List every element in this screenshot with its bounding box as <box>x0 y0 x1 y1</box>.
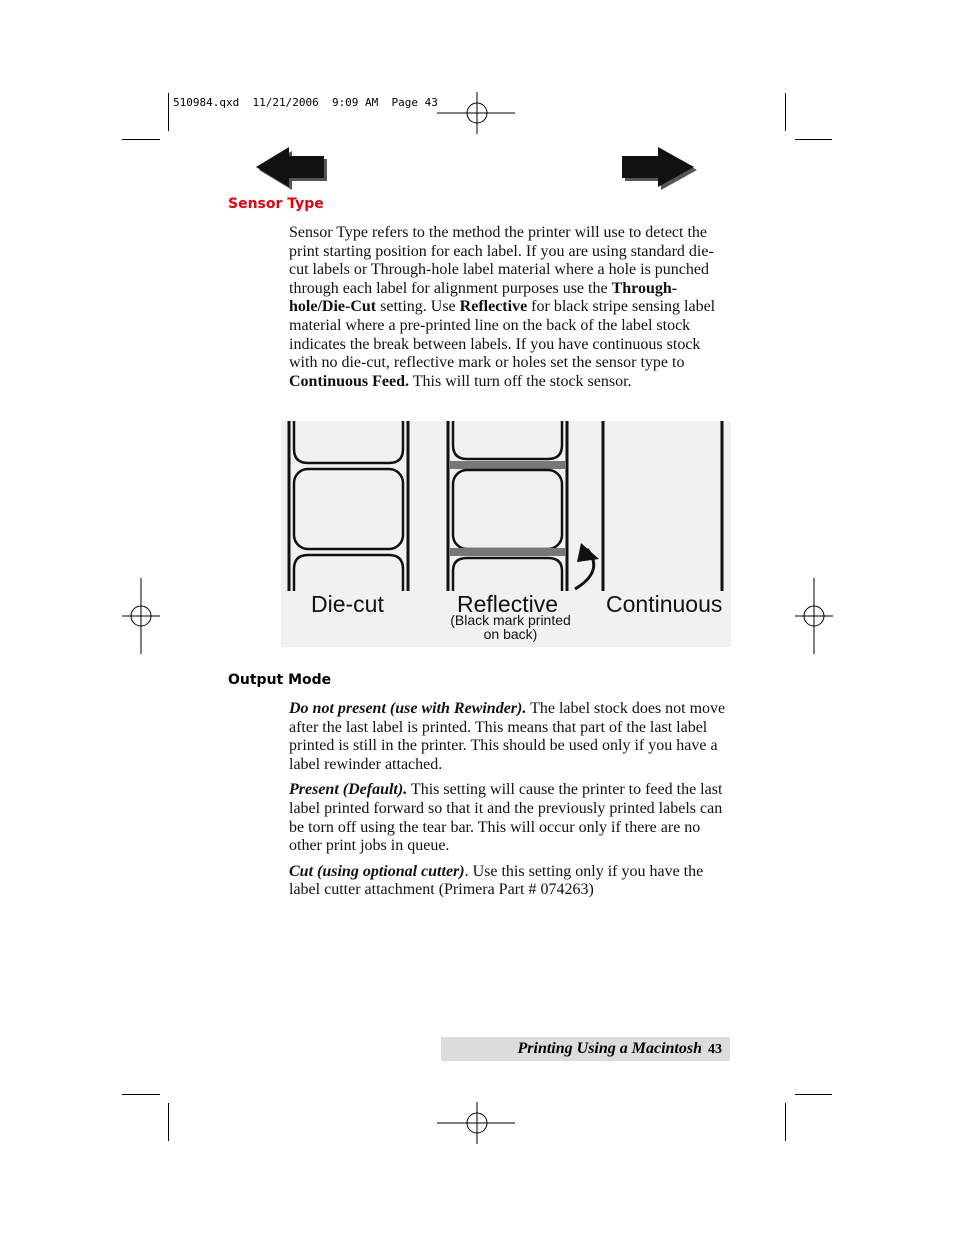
sensor-type-heading: Sensor Type <box>228 196 324 212</box>
reflective-label: Reflective <box>457 591 558 617</box>
output-mode-heading: Output Mode <box>228 672 332 688</box>
sensor-type-figure <box>281 421 731 647</box>
black-mark-note: (Black mark printed on back) <box>450 612 571 642</box>
sensor-type-paragraph: Sensor Type refers to the method the printer will use to detect the print starting position for each label. If you are using standard die-cut labels or Through-hole label material where a hole is punched through each label for alignment purposes use the Through-hole/Die-Cut setting. Use Reflective for black stripe sensing label material where a pre-printed line on the back of the label stock indicates the break between labels. If you have continuous stock with no die-cut, reflective mark or holes set the sensor type to Continuous Feed. This will turn off the stock sensor. <box>289 224 716 390</box>
registration-mark-bottom <box>437 1098 517 1148</box>
back-arrow-button[interactable] <box>254 145 328 193</box>
left-arrow-icon <box>256 147 327 190</box>
registration-mark-right <box>793 578 835 656</box>
output-option-cut: Cut (using optional cutter). Use this setting only if you have the label cutter attachment (Primera Part # 074263) <box>289 862 704 899</box>
registration-mark-top <box>437 88 517 138</box>
page-footer <box>441 1037 730 1061</box>
footer-section-title: Printing Using a Macintosh <box>517 1040 702 1057</box>
output-mode-section <box>289 700 729 907</box>
forward-arrow-button[interactable] <box>620 145 700 193</box>
continuous-label: Continuous <box>606 591 723 617</box>
reflective-setting: Reflective <box>459 298 528 316</box>
output-option-present: Present (Default). This setting will cause the printer to feed the last label printed forward so that it and the previously printed labels can be torn off using the tear bar. This will occur only if there are no other print jobs in queue. <box>289 781 723 855</box>
continuous-feed-setting: Continuous Feed. <box>289 372 410 390</box>
print-slug: 510984.qxd 11/21/2006 9:09 AM Page 43 <box>173 96 438 109</box>
output-option-do-not-present: Do not present (use with Rewinder). The label stock does not move after the last label is printed. This means that part of the last label printed is still in the printer. This should be used only if you have a label rewinder attached. <box>289 700 726 773</box>
registration-mark-left <box>120 578 162 656</box>
through-hole-setting: Through-hole/Die-Cut <box>289 279 678 316</box>
die-cut-label: Die-cut <box>311 591 384 617</box>
right-arrow-icon <box>622 147 697 190</box>
page-number: 43 <box>708 1042 722 1057</box>
